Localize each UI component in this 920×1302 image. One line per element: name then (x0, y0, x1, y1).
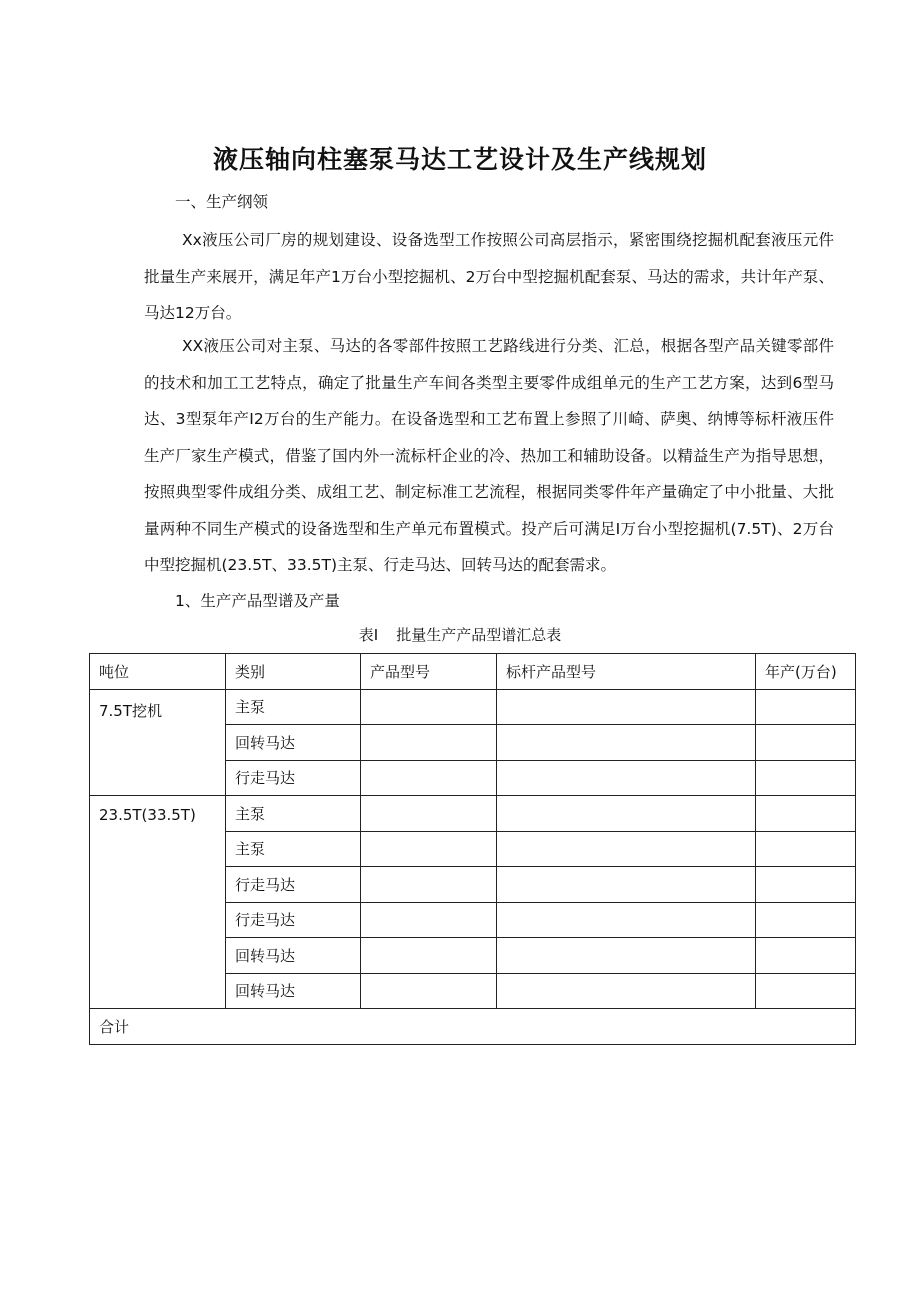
category-cell: 主泵 (226, 796, 361, 832)
table-row (90, 689, 856, 725)
table-caption (0, 624, 920, 645)
category-cell: 回转马达 (226, 938, 361, 974)
benchmark-model-cell (497, 689, 756, 725)
tonnage-cell: 7.5T挖机 (90, 689, 226, 796)
tonnage-cell: 23.5T(33.5T) (90, 796, 226, 1009)
product-summary-table (89, 653, 856, 1045)
product-model-cell (361, 725, 497, 761)
category-cell: 回转马达 (226, 973, 361, 1009)
category-cell: 回转马达 (226, 725, 361, 761)
annual-output-cell (756, 796, 856, 832)
annual-output-cell (756, 831, 856, 867)
annual-output-cell (756, 725, 856, 761)
category-cell: 行走马达 (226, 867, 361, 903)
product-model-cell (361, 973, 497, 1009)
header-category: 类别 (226, 654, 361, 690)
table-total-row (90, 1009, 856, 1045)
benchmark-model-cell (497, 938, 756, 974)
table-caption-text: 批量生产产品型谱汇总表 (396, 626, 562, 644)
category-cell: 行走马达 (226, 902, 361, 938)
total-label-cell: 合计 (90, 1009, 856, 1045)
page-title: 液压轴向柱塞泵马达工艺设计及生产线规划 (212, 145, 707, 174)
paragraph-1: Xx液压公司厂房的规划建设、设备选型工作按照公司高层指示，紧密围绕挖掘机配套液压元件批量生产来展开，满足年产1万台小型挖掘机、2万台中型挖掘机配套泵、马达的需求，共计年产泵、马达12万台。 (144, 231, 834, 322)
table-row (90, 796, 856, 832)
header-tonnage: 吨位 (90, 654, 226, 690)
benchmark-model-cell (497, 760, 756, 796)
product-model-cell (361, 796, 497, 832)
category-cell: 行走马达 (226, 760, 361, 796)
product-model-cell (361, 938, 497, 974)
table-header-row (90, 654, 856, 690)
annual-output-cell (756, 867, 856, 903)
header-benchmark-model: 标杆产品型号 (497, 654, 756, 690)
product-model-cell (361, 689, 497, 725)
annual-output-cell (756, 760, 856, 796)
paragraph-2: XX液压公司对主泵、马达的各零部件按照工艺路线进行分类、汇总，根据各型产品关键零部件的技术和加工工艺特点，确定了批量生产车间各类型主要零件成组单元的生产工艺方案，达到6型马达、3型泵年产I2万台的生产能力。在设备选型和工艺布置上参照了川崎、萨奥、纳博等标杆液压件生产厂家生产模式，借鉴了国内外一流标杆企业的冷、热加工和辅助设备。以精益生产为指导思想，按照典型零件成组分类、成组工艺、制定标准工艺流程，根据同类零件年产量确定了中小批量、大批量两种不同生产模式的设备选型和生产单元布置模式。投产后可满足I万台小型挖掘机(7.5T)、2万台中型挖掘机(23.5T、33.5T)主泵、行走马达、回转马达的配套需求。 (144, 337, 834, 574)
product-model-cell (361, 867, 497, 903)
section-heading-production-program: 一、生产纲领 (175, 193, 269, 211)
benchmark-model-cell (497, 796, 756, 832)
benchmark-model-cell (497, 725, 756, 761)
header-product-model: 产品型号 (361, 654, 497, 690)
benchmark-model-cell (497, 902, 756, 938)
header-annual-output: 年产(万台) (756, 654, 856, 690)
product-model-cell (361, 760, 497, 796)
product-model-cell (361, 902, 497, 938)
benchmark-model-cell (497, 831, 756, 867)
annual-output-cell (756, 902, 856, 938)
category-cell: 主泵 (226, 689, 361, 725)
subsection-heading-product-spectrum: 1、生产产品型谱及产量 (175, 592, 340, 610)
benchmark-model-cell (497, 867, 756, 903)
annual-output-cell (756, 689, 856, 725)
table-caption-number: 表I (358, 626, 379, 644)
product-model-cell (361, 831, 497, 867)
category-cell: 主泵 (226, 831, 361, 867)
annual-output-cell (756, 973, 856, 1009)
benchmark-model-cell (497, 973, 756, 1009)
annual-output-cell (756, 938, 856, 974)
